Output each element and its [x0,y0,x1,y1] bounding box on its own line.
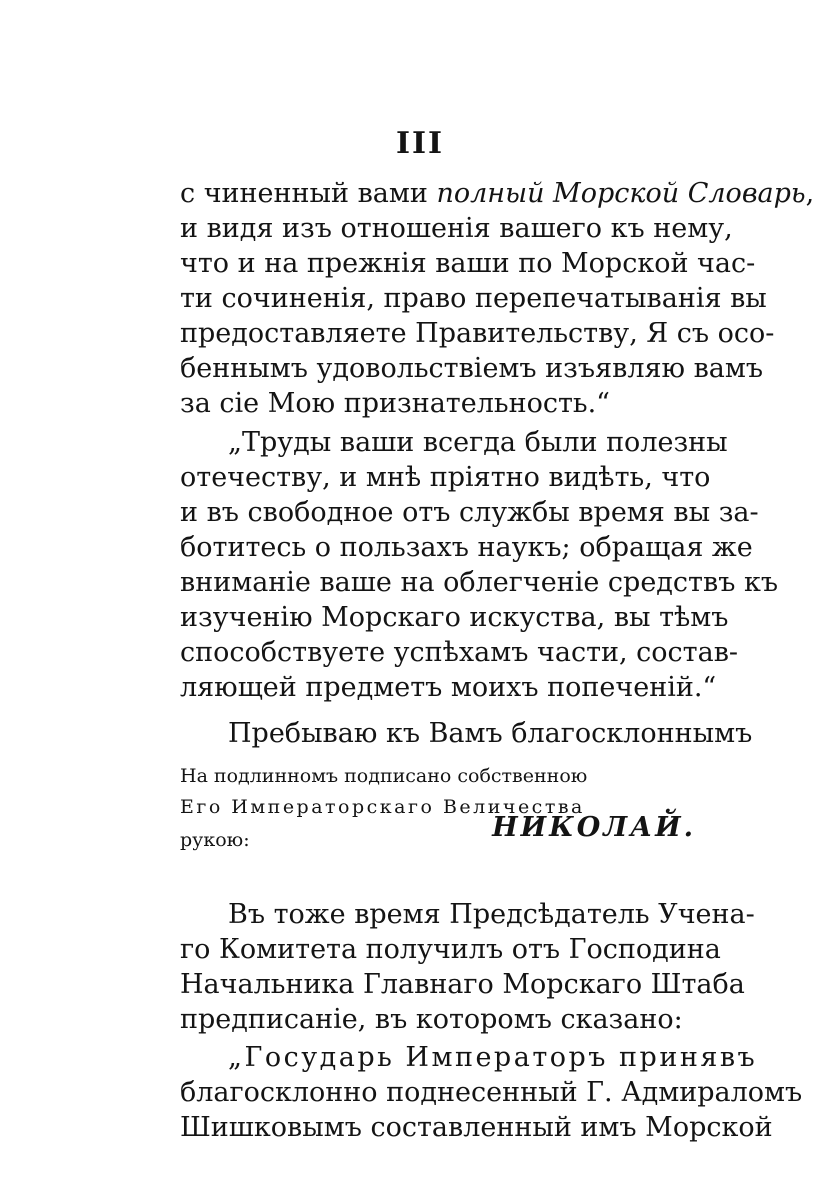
text-line: предоставляете Правительству, Я съ осо- [180,318,775,349]
signature: НИКОЛАЙ. [492,812,696,843]
text-line: ти сочиненія, право перепечатыванія вы [180,283,767,314]
text-line: способствуете успѣхамъ части, состав- [180,637,739,668]
signature-note: На подлинномъ подписано собственною [180,765,588,787]
text-line: „Государь Императоръ принявъ [228,1042,758,1073]
text-line: и видя изъ отношенія вашего къ нему, [180,213,733,244]
closing-line: Пребываю къ Вамъ благосклоннымъ [228,718,753,749]
text-line: изученію Морскаго искуства, вы тѣмъ [180,602,729,633]
signature-note: рукою: [180,829,250,851]
text-line: Шишковымъ составленный имъ Морской [180,1112,773,1143]
text-line: за сіе Мою признательность.“ [180,388,610,419]
text-line: что и на прежнія ваши по Морской час- [180,248,756,279]
text-line: Начальника Главнаго Морскаго Штаба [180,969,745,1000]
text-line: отечеству, и мнѣ пріятно видѣть, что [180,462,711,493]
text-line: Въ тоже время Предсѣдатель Учена- [228,899,755,930]
text-line: „Труды ваши всегда были полезны [228,427,728,458]
text-line: вниманіе ваше на облегченіе средствъ къ [180,567,779,598]
signature-note: Его Императорскаго Величества [180,796,585,818]
text-line [180,176,815,212]
text-line: беннымъ удовольствіемъ изъявляю вамъ [180,353,764,384]
text-line: го Комитета получилъ отъ Господина [180,934,721,965]
text-line: предписаніе, въ которомъ сказано: [180,1004,683,1035]
text-line: благосклонно поднесенный Г. Адмираломъ [180,1077,803,1108]
text-line: ляющей предметъ моихъ попеченій.“ [180,672,717,703]
text-run: с чиненный вами [180,178,437,209]
text-line: ботитесь о пользахъ наукъ; обращая же [180,532,753,563]
text-run: , [805,178,815,209]
dictionary-title: полный Морской Словарь [436,178,806,209]
text-line: и въ свободное отъ службы время вы за- [180,497,759,528]
page-number: III [395,126,445,161]
